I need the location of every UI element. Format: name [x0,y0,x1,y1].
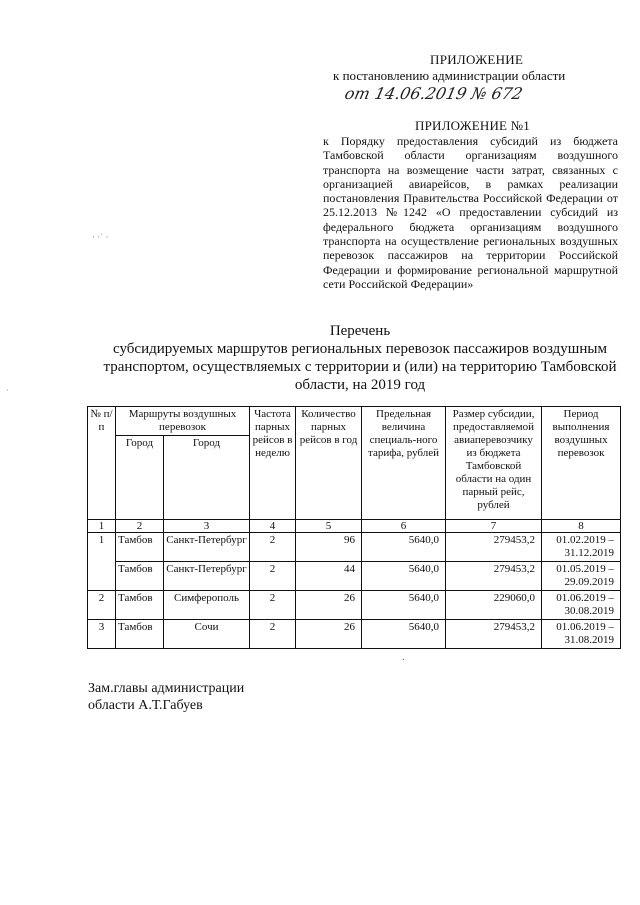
table-row [88,533,621,562]
row-city-from: Тамбов [116,562,164,591]
column-number: 6 [362,520,446,533]
column-number-row [88,520,621,533]
row-period: 01.02.2019 – 31.12.2019 [542,533,621,562]
routes-table [87,406,621,649]
signature-block [88,680,244,714]
row-subsidy: 279453,2 [446,562,542,591]
row-count: 26 [296,591,362,620]
row-city-to: Санкт-Петербург [164,533,250,562]
row-tariff: 5640,0 [362,562,446,591]
appendix-reference: к постановлению администрации области [333,68,566,83]
header-city-to: Город [164,436,250,520]
header-tariff: Предельная величина специаль-ного тарифа, рублей [362,407,446,520]
row-city-to: Сочи [164,620,250,649]
row-count: 96 [296,533,362,562]
handwritten-date-number: от 14.06.2019 № 672 [342,84,525,103]
column-number: 4 [250,520,296,533]
row-tariff: 5640,0 [362,620,446,649]
row-num: 2 [88,591,116,620]
row-frequency: 2 [250,533,296,562]
appendix1-title: ПРИЛОЖЕНИЕ №1 [415,118,530,133]
header-count: Количество парных рейсов в год [296,407,362,520]
row-frequency: 2 [250,562,296,591]
row-subsidy: 279453,2 [446,533,542,562]
signature-name: области А.Т.Габуев [88,698,203,713]
row-period: 01.06.2019 – 31.08.2019 [542,620,621,649]
row-num: 1 [88,533,116,591]
scan-artifact: · ·ˈ · [92,232,109,242]
header-num: № п/п [88,407,116,520]
row-tariff: 5640,0 [362,533,446,562]
header-subsidy: Размер субсидии, предоставляемой авиаперевозчику из бюджета Тамбовской области на один парный рейс, рублей [446,407,542,520]
table-row [88,591,621,620]
signature-position: Зам.главы администрации [88,681,245,696]
document-title-line: Перечень [329,323,391,339]
document-title-line: транспортом, осуществляемых с территории и (или) на территорию Тамбовской [103,359,617,375]
scan-artifact: ˙ [6,388,9,398]
row-city-to: Симферополь [164,591,250,620]
row-city-to: Санкт-Петербург [164,562,250,591]
row-num: 3 [88,620,116,649]
header-frequency: Частота парных рейсов в неделю [250,407,296,520]
header-city-from: Город [116,436,164,520]
appendix1-description: к Порядку предоставления субсидий из бюджета Тамбовской области организациям воздушного транспорта на возмещение части затрат, связанных с организацией авиарейсов, в рамках реализации постановления Правительства Российской Федерации от 25.12.2013 №1242 «О предоставлении субсидий из федерального бюджета организациям воздушного транспорта на осуществление региональных воздушных перевозок пассажиров на территории Российской Федерации и формирование региональной маршрутной сети Российской Федерации» [323,134,618,291]
row-city-from: Тамбов [116,533,164,562]
table-row [88,562,621,591]
document-title-line: субсидируемых маршрутов региональных перевозок пассажиров воздушным [113,341,607,357]
row-frequency: 2 [250,591,296,620]
appendix-title: ПРИЛОЖЕНИЕ [430,52,524,67]
table-header-row [88,407,621,436]
header-routes: Маршруты воздушных перевозок [116,407,250,436]
table-row [88,620,621,649]
document-title [100,322,620,394]
row-count: 26 [296,620,362,649]
row-frequency: 2 [250,620,296,649]
row-city-from: Тамбов [116,591,164,620]
column-number: 5 [296,520,362,533]
column-number: 8 [542,520,621,533]
row-city-from: Тамбов [116,620,164,649]
column-number: 1 [88,520,116,533]
row-tariff: 5640,0 [362,591,446,620]
column-number: 3 [164,520,250,533]
header-period: Период выполнения воздушных перевозок [542,407,621,520]
row-count: 44 [296,562,362,591]
row-subsidy: 229060,0 [446,591,542,620]
row-period: 01.05.2019 – 29.09.2019 [542,562,621,591]
column-number: 2 [116,520,164,533]
row-period: 01.06.2019 – 30.08.2019 [542,591,621,620]
column-number: 7 [446,520,542,533]
row-subsidy: 279453,2 [446,620,542,649]
document-title-line: области, на 2019 год [294,377,426,393]
scan-artifact: ˑ [402,656,405,667]
